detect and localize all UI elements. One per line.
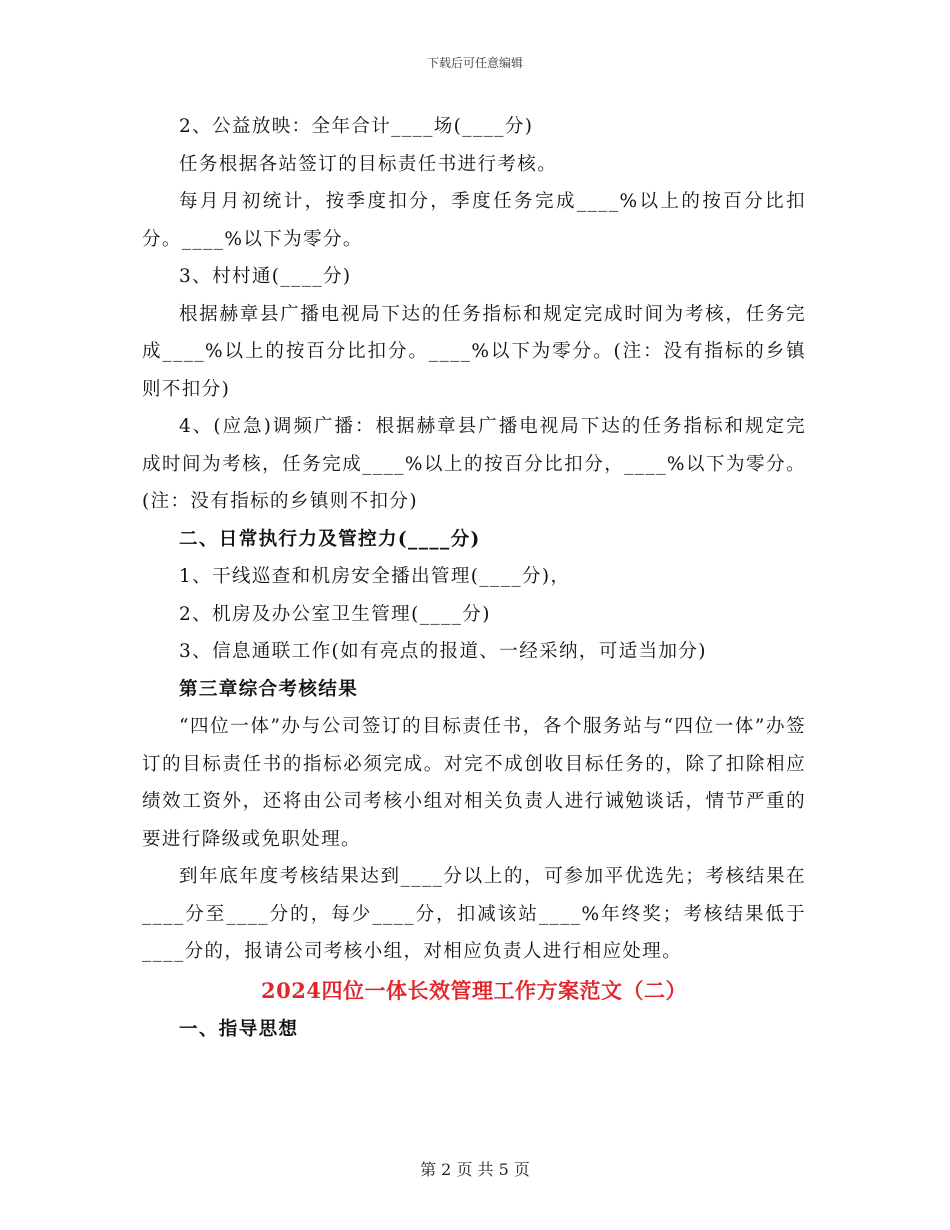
item-fm-broadcast: 4、(应急)调频广播：根据赫章县广播电视局下达的任务指标和规定完成时间为考核，任务完成____%以上的按百分比扣分，____%以下为零分。(注：没有指标的乡镇则不扣分) [142,416,806,512]
item-public-screening: 2、公益放映：全年合计____场(____分) [179,116,534,137]
item-office-hygiene: 2、机房及办公室卫生管理(____分) [179,603,491,625]
page-header: 下载后可任意编辑 [426,56,523,70]
item-line-patrol: 1、干线巡查和机房安全播出管理(____分)， [179,566,571,587]
paragraph-village-access-rules: 根据赫章县广播电视局下达的任务指标和规定完成时间为考核，任务完成____%以上的按百分比扣分。____%以下为零分。(注：没有指标的乡镇则不扣分) [142,303,806,400]
document-title: 2024四位一体长效管理工作方案范文（二） [261,977,687,1003]
section-daily-execution: 二、日常执行力及管控力(____分) [179,528,481,550]
document-body [142,108,806,1048]
item-village-access: 3、村村通(____分) [179,266,352,287]
paragraph-assessment-basis: 任务根据各站签订的目标责任书进行考核。 [179,153,558,175]
paragraph-responsibility: “四位一体”办与公司签订的目标责任书，各个服务站与“四位一体”办签订的目标责任书的指标必须完成。对完不成创收目标任务的，除了扣除相应绩效工资外，还将由公司考核小组对相关负责人进行诫勉谈话，情节严重的要进行降级或免职处理。 [142,716,806,850]
paragraph-year-end-results: 到年底年度考核结果达到____分以上的，可参加平优选先；考核结果在____分至____分的，每少____分，扣减该站____%年终奖；考核结果低于____分的，报请公司考核小组，对相应负责人进行相应处理。 [142,866,806,962]
paragraph-monthly-statistics: 每月月初统计，按季度扣分，季度任务完成____%以上的按百分比扣分。____%以下为零分。 [142,191,806,250]
section-guiding-thought: 一、指导思想 [179,1018,299,1040]
page-footer: 第 2 页 共 5 页 [420,1160,530,1179]
item-information-liaison: 3、信息通联工作(如有亮点的报道、一经采纳，可适当加分) [179,641,707,662]
chapter-heading: 第三章综合考核结果 [179,678,359,700]
